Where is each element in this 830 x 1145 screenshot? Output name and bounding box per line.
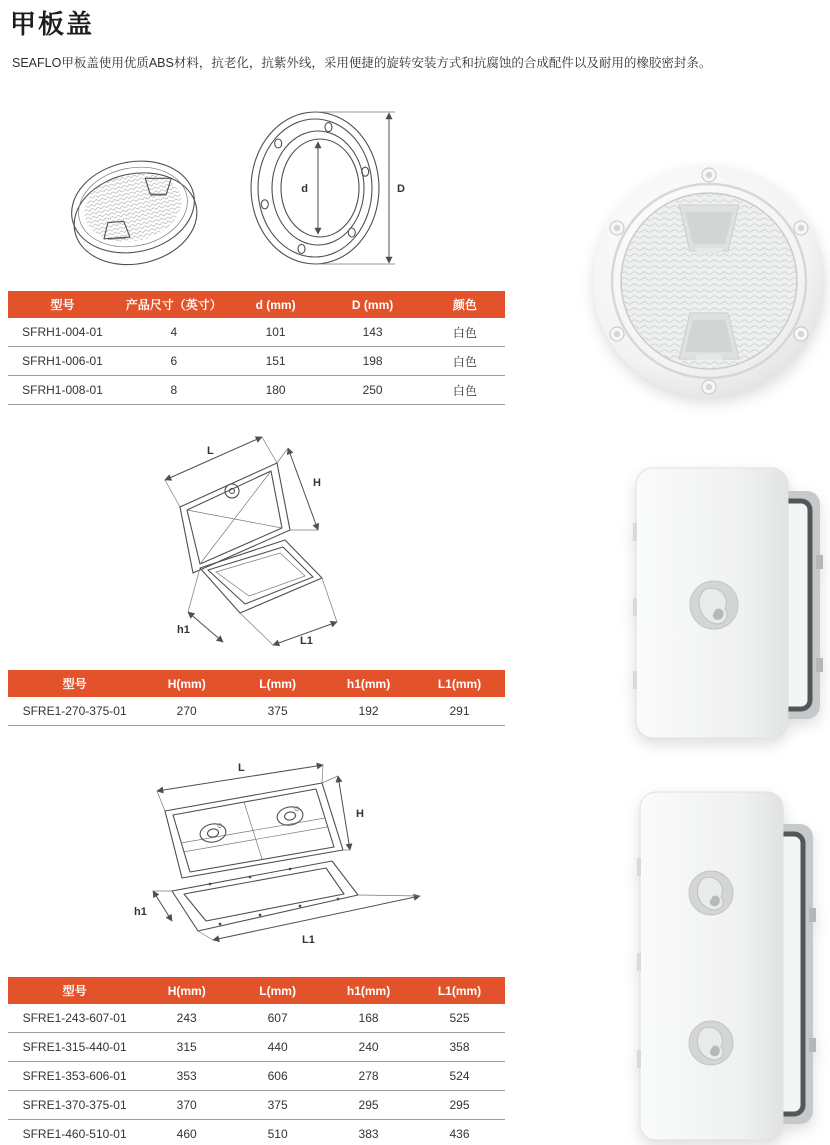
model-cell: SFRH1-008-01 (8, 376, 117, 405)
column-header: H(mm) (141, 977, 232, 1004)
hatch-panel (633, 468, 788, 738)
hatch-base (172, 861, 358, 931)
grip-recess (679, 313, 739, 360)
value-cell: 370 (141, 1091, 232, 1120)
value-cell: 192 (323, 697, 414, 726)
spec-table-round-plates (8, 291, 505, 405)
page-title: 甲板盖 (10, 9, 95, 39)
value-cell: 白色 (425, 376, 505, 405)
table-row (8, 1033, 505, 1062)
table-row (8, 1120, 505, 1145)
technical-drawing-single-latch-hatch (150, 428, 390, 668)
table-header-row (8, 291, 505, 318)
value-cell: 6 (117, 347, 231, 376)
model-cell: SFRH1-006-01 (8, 347, 117, 376)
value-cell: 白色 (425, 347, 505, 376)
value-cell: 524 (414, 1062, 505, 1091)
value-cell: 436 (414, 1120, 505, 1145)
dim-label-h1: h1 (177, 624, 190, 636)
product-photo-round-deck-plate (592, 162, 827, 402)
value-cell: 270 (141, 697, 232, 726)
technical-drawing-double-latch-hatch (110, 753, 450, 968)
table-row (8, 1062, 505, 1091)
latch-knob (199, 822, 228, 844)
value-cell: 606 (232, 1062, 323, 1091)
table-row (8, 1091, 505, 1120)
table-header-row (8, 670, 505, 697)
column-header: D (mm) (321, 291, 425, 318)
value-cell: 4 (117, 318, 231, 347)
technical-drawing-round-plate (45, 103, 445, 288)
value-cell: 295 (414, 1091, 505, 1120)
value-cell: 375 (232, 697, 323, 726)
hatch-panel (637, 792, 783, 1140)
value-cell: 198 (321, 347, 425, 376)
dim-label-H: H (356, 808, 364, 820)
ring-dimension-drawing (251, 112, 405, 264)
dim-label-L1: L1 (300, 635, 313, 647)
value-cell: 375 (232, 1091, 323, 1120)
table-row (8, 318, 505, 347)
column-header: 产品尺寸（英寸） (117, 291, 231, 318)
column-header: 型号 (8, 291, 117, 318)
value-cell: 151 (231, 347, 321, 376)
value-cell: 8 (117, 376, 231, 405)
column-header: L1(mm) (414, 670, 505, 697)
model-cell: SFRE1-353-606-01 (8, 1062, 141, 1091)
value-cell: 383 (323, 1120, 414, 1145)
model-cell: SFRE1-243-607-01 (8, 1004, 141, 1033)
column-header: L(mm) (232, 670, 323, 697)
value-cell: 353 (141, 1062, 232, 1091)
table-header-row (8, 977, 505, 1004)
page-description: SEAFLO甲板盖使用优质ABS材料，抗老化，抗紫外线，采用便捷的旋转安装方式和抗腐蚀的合成配件以及耐用的橡胶密封条。 (12, 56, 712, 70)
product-photo-single-latch-hatch (630, 463, 825, 748)
column-header: 型号 (8, 977, 141, 1004)
value-cell: 143 (321, 318, 425, 347)
column-header: h1(mm) (323, 670, 414, 697)
column-header: 型号 (8, 670, 141, 697)
dim-label-L1: L1 (302, 934, 315, 946)
dim-label-D: D (397, 183, 405, 195)
value-cell: 525 (414, 1004, 505, 1033)
product-photo-double-latch-hatch (635, 788, 820, 1145)
value-cell: 278 (323, 1062, 414, 1091)
column-header: h1(mm) (323, 977, 414, 1004)
value-cell: 291 (414, 697, 505, 726)
table-row (8, 347, 505, 376)
dim-label-h1: h1 (134, 906, 147, 918)
table-row (8, 697, 505, 726)
spec-table-single-latch-hatch (8, 670, 505, 726)
table-row (8, 1004, 505, 1033)
dim-label-L: L (207, 445, 214, 457)
screw-hole (261, 123, 368, 254)
value-cell: 243 (141, 1004, 232, 1033)
value-cell: 180 (231, 376, 321, 405)
model-cell: SFRE1-270-375-01 (8, 697, 141, 726)
iso-plate-drawing (63, 150, 205, 276)
dim-label-d: d (301, 183, 308, 195)
value-cell: 460 (141, 1120, 232, 1145)
value-cell: 295 (323, 1091, 414, 1120)
table-row (8, 376, 505, 405)
model-cell: SFRE1-460-510-01 (8, 1120, 141, 1145)
column-header: d (mm) (231, 291, 321, 318)
spec-table-double-latch-hatch (8, 977, 505, 1145)
model-cell: SFRH1-004-01 (8, 318, 117, 347)
hatch-base (200, 540, 322, 613)
column-header: H(mm) (141, 670, 232, 697)
model-cell: SFRE1-370-375-01 (8, 1091, 141, 1120)
value-cell: 白色 (425, 318, 505, 347)
value-cell: 315 (141, 1033, 232, 1062)
dim-label-H: H (313, 477, 321, 489)
value-cell: 607 (232, 1004, 323, 1033)
value-cell: 358 (414, 1033, 505, 1062)
value-cell: 250 (321, 376, 425, 405)
column-header: 颜色 (425, 291, 505, 318)
dim-label-L: L (238, 762, 245, 774)
value-cell: 168 (323, 1004, 414, 1033)
latch-knob (689, 1021, 733, 1065)
value-cell: 101 (231, 318, 321, 347)
model-cell: SFRE1-315-440-01 (8, 1033, 141, 1062)
latch-knob (690, 581, 738, 629)
column-header: L(mm) (232, 977, 323, 1004)
value-cell: 240 (323, 1033, 414, 1062)
latch-knob (689, 871, 733, 915)
column-header: L1(mm) (414, 977, 505, 1004)
value-cell: 510 (232, 1120, 323, 1145)
value-cell: 440 (232, 1033, 323, 1062)
